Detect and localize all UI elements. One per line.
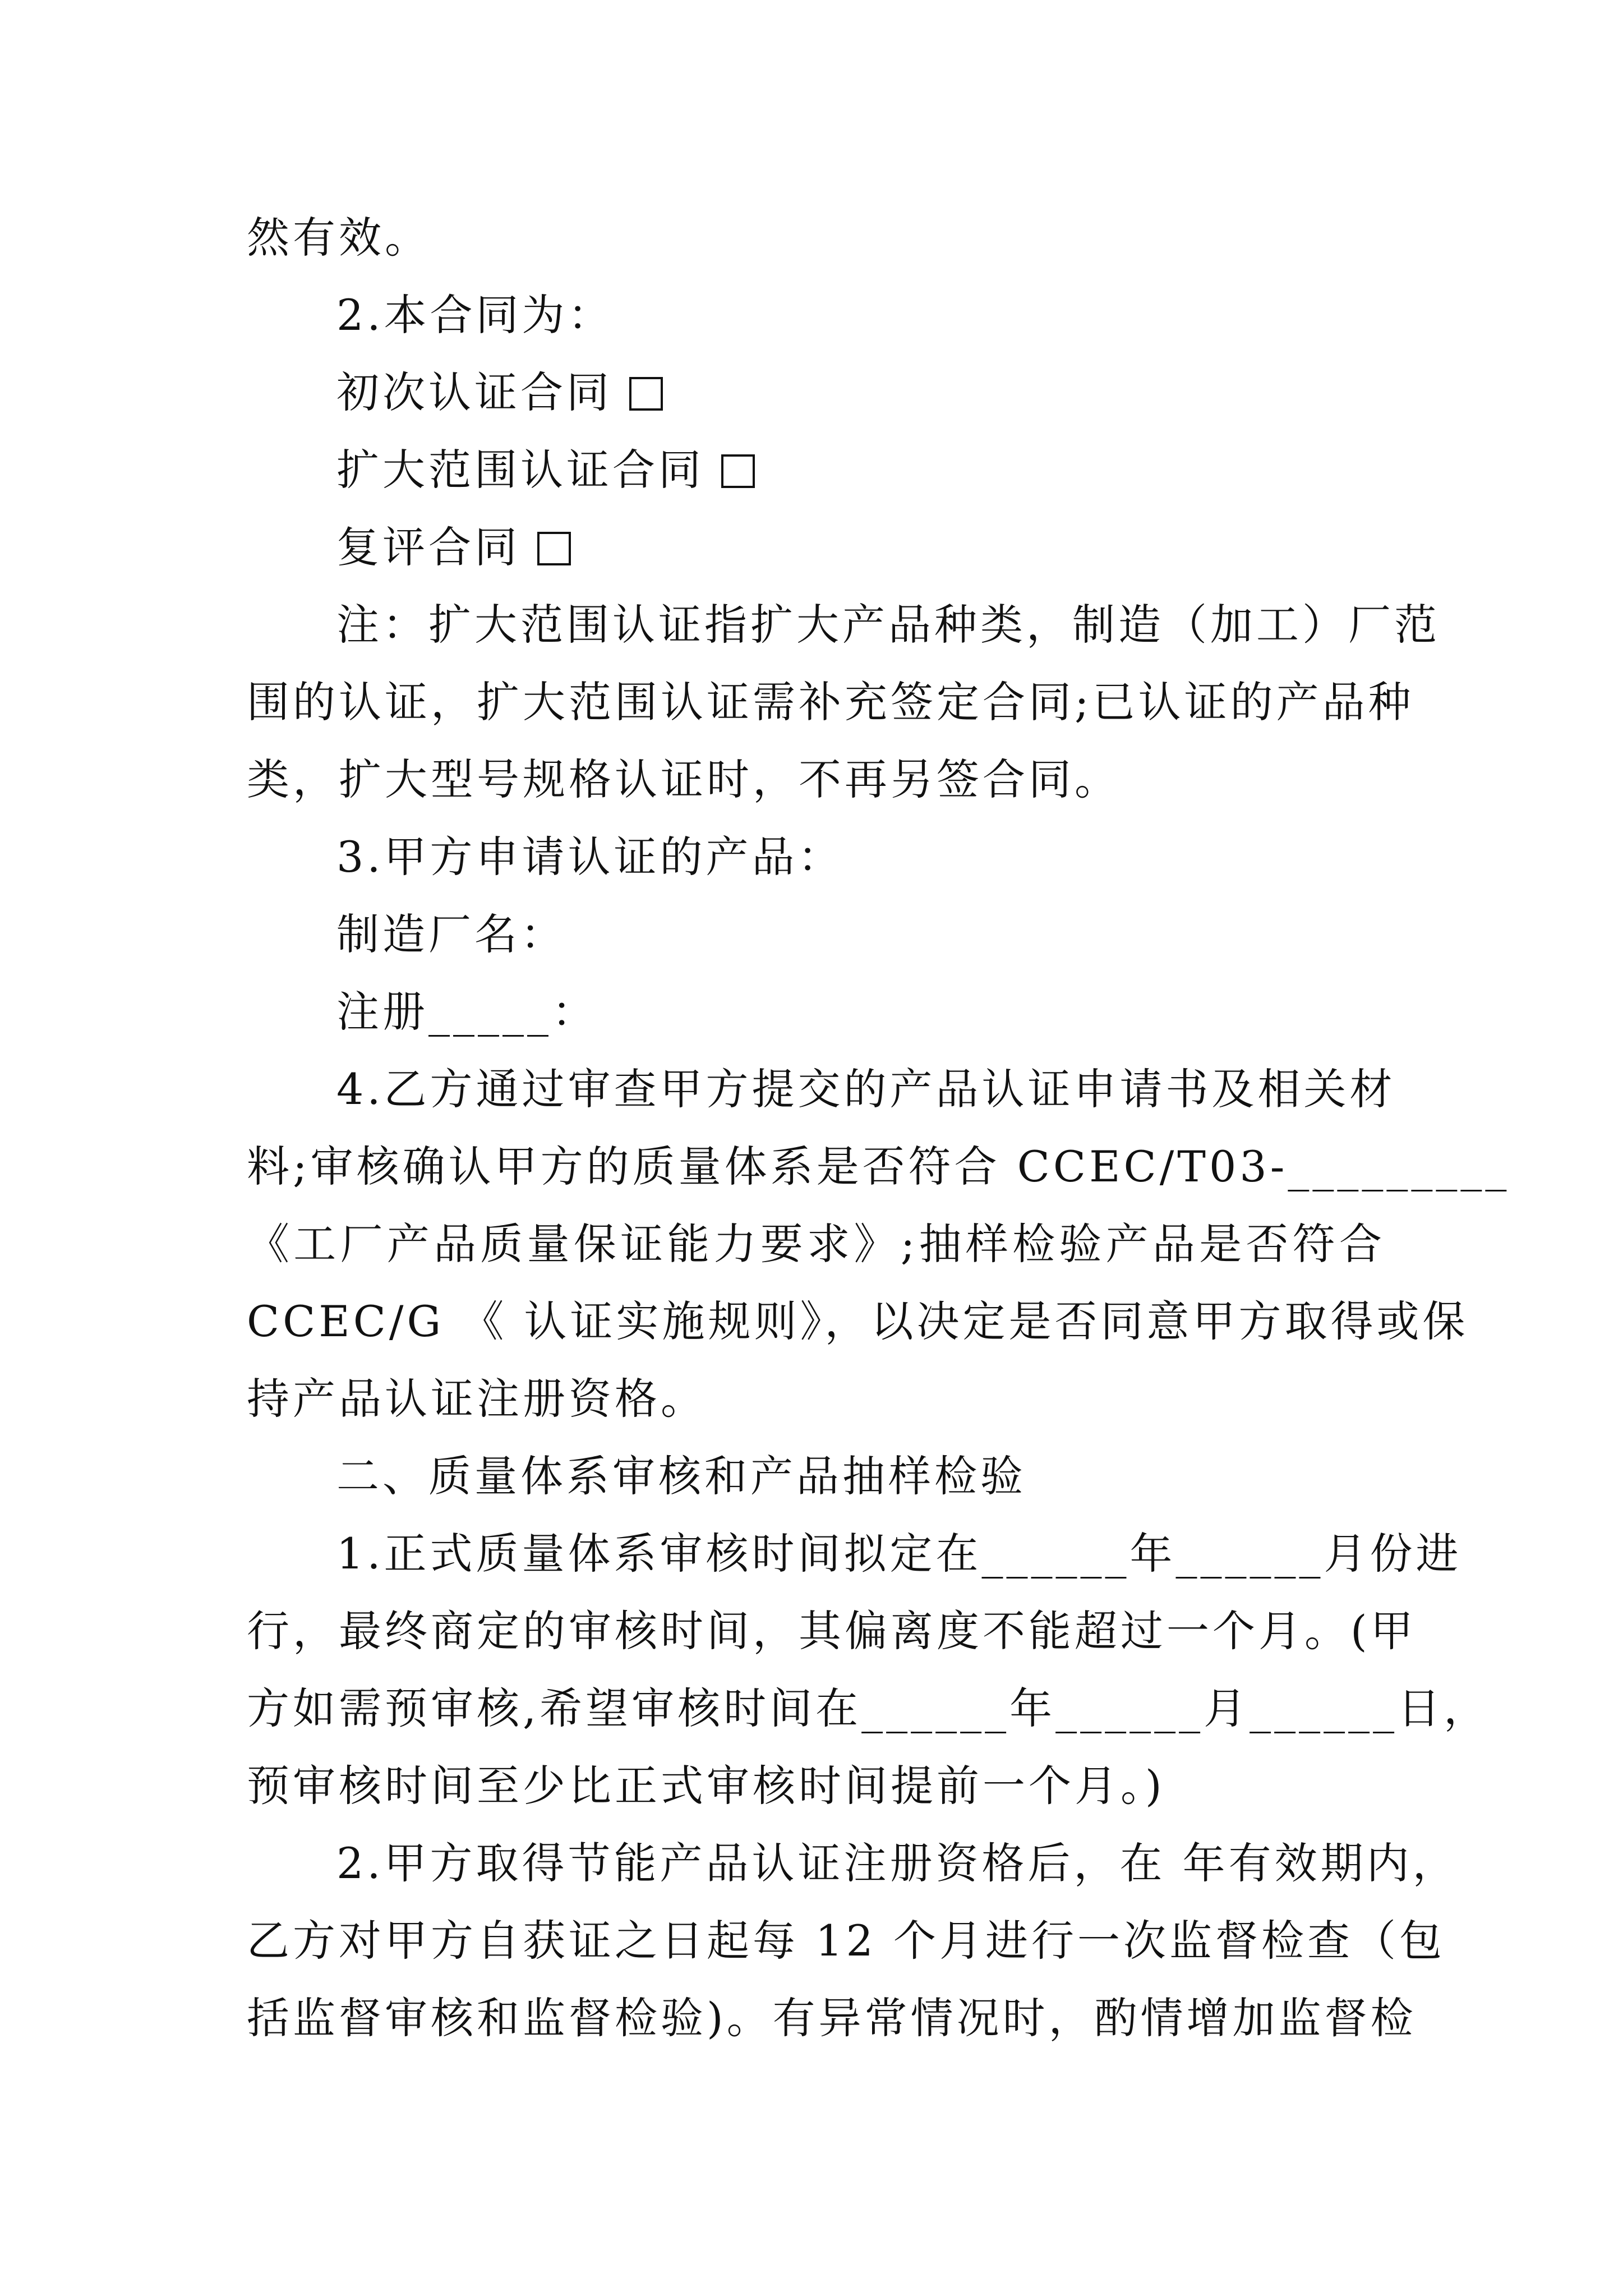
document-page: [247, 199, 1510, 2057]
text-line: 行，最终商定的审核时间，其偏离度不能超过一个月。(甲: [247, 1606, 1417, 1656]
text-line: 注：扩大范围认证指扩大产品种类，制造（加工）厂范: [336, 600, 1440, 650]
section-heading: 二、质量体系审核和产品抽样检验: [336, 1451, 1026, 1501]
option-reassessment: 复评合同: [247, 509, 1385, 586]
option-initial-certification: 初次认证合同: [247, 354, 1385, 431]
text-line: 4.乙方通过审查甲方提交的产品认证申请书及相关材: [336, 1064, 1396, 1114]
text-line: 乙方对甲方自获证之日起每 12 个月进行一次监督检查（包: [247, 1916, 1446, 1966]
text-line: 2.甲方取得节能产品认证注册资格后，在 年有效期内，: [336, 1838, 1459, 1888]
text-line: 围的认证，扩大范围认证需补充签定合同;已认证的产品种: [247, 677, 1414, 727]
text-line: CCEC/G 《 认证实施规则》，以决定是否同意甲方取得或保: [247, 1296, 1469, 1346]
text-line: 注册_____：: [336, 987, 598, 1037]
option-extended-scope: 扩大范围认证合同: [247, 431, 1385, 509]
text-line: 括监督审核和监督检验)。有异常情况时，酌情增加监督检: [247, 1993, 1417, 2043]
text-line: 料;审核确认甲方的质量体系是否符合 CCEC/T03-_________: [247, 1142, 1510, 1191]
text-line: 持产品认证注册资格。: [247, 1374, 707, 1424]
text-line: 1.正式质量体系审核时间拟定在______年______月份进: [336, 1529, 1462, 1579]
checkbox-reassessment[interactable]: [537, 532, 571, 565]
text-line: 《工厂产品质量保证能力要求》;抽样检验产品是否符合: [247, 1219, 1385, 1269]
text-line: 类，扩大型号规格认证时，不再另签合同。: [247, 754, 1121, 804]
text-line: 3.甲方申请认证的产品：: [336, 832, 844, 882]
text-line: 然有效。: [247, 213, 431, 263]
text-line: 预审核时间至少比正式审核时间提前一个月。): [247, 1761, 1165, 1811]
text-line: 方如需预审核,希望审核时间在______年______月______日，: [247, 1683, 1490, 1733]
text-line: 制造厂名：: [336, 909, 566, 959]
checkbox-extended[interactable]: [721, 454, 755, 488]
checkbox-initial[interactable]: [629, 377, 663, 411]
text-line: 2.本合同为：: [336, 290, 614, 340]
